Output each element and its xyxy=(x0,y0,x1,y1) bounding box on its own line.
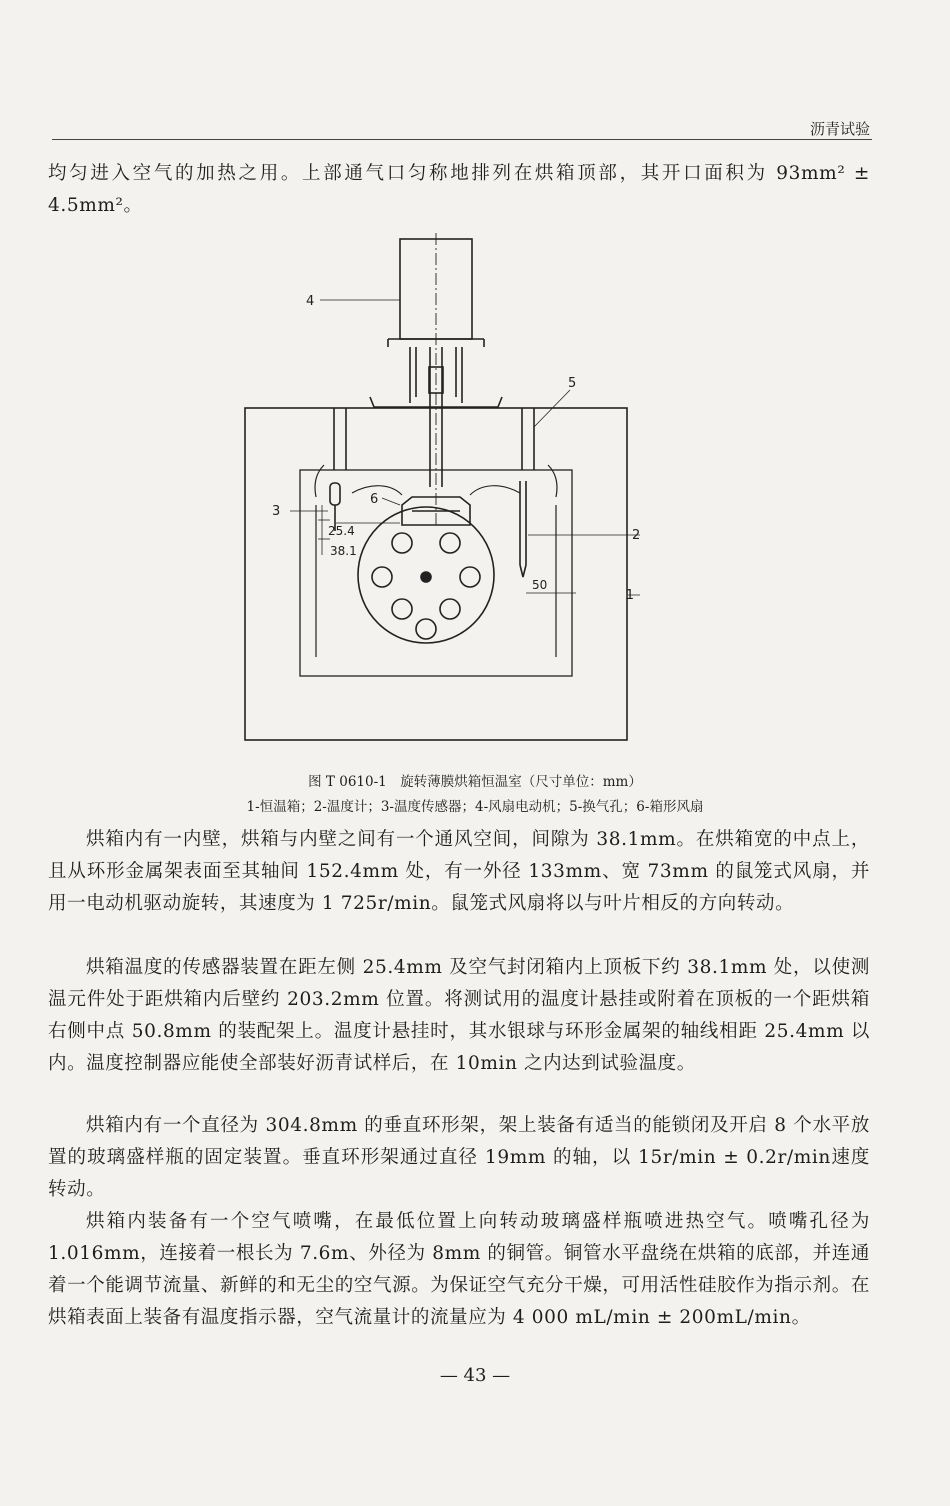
body-paragraph-2: 烘箱温度的传感器装置在距左侧 25.4mm 及空气封闭箱内上顶板下约 38.1mm 处，以使测温元件处于距烘箱内后壁约 203.2mm 位置。将测试用的温度计悬挂或附着在顶板的一个距烘箱右侧中点 50.8mm 的装配架上。温度计悬挂时，其水银球与环形金属架的轴线相距 25.4mm 以内。温度控制器应能使全部装好沥青试样后，在 10min 之内达到试验温度。 xyxy=(48,957,870,1074)
figure-caption-title: 图 T 0610-1 旋转薄膜烘箱恒温室（尺寸单位：mm） xyxy=(308,774,642,790)
label-4: 4 xyxy=(306,294,315,309)
label-1: 1 xyxy=(625,588,634,603)
body-paragraph-3: 烘箱内有一个直径为 304.8mm 的垂直环形架，架上装备有适当的能锁闭及开启 8 个水平放置的玻璃盛样瓶的固定装置。垂直环形架通过直径 19mm 的轴，以 15r/min ± 0.2r/min速度转动。 xyxy=(48,1115,870,1200)
dim-25-4: 25.4 xyxy=(328,524,355,538)
dim-50: 50 xyxy=(532,578,548,592)
figure-caption-legend: 1-恒温箱；2-温度计；3-温度传感器；4-风扇电动机；5-换气孔；6-箱形风扇 xyxy=(246,799,704,815)
label-3: 3 xyxy=(272,504,281,519)
intro-paragraph: 均匀进入空气的加热之用。上部通气口匀称地排列在烘箱顶部，其开口面积为 93mm² ± 4.5mm²。 xyxy=(48,163,870,216)
header-rule xyxy=(52,139,872,140)
body-paragraph-1: 烘箱内有一内壁，烘箱与内壁之间有一个通风空间，间隙为 38.1mm。在烘箱宽的中点上，且从环形金属架表面至其轴间 152.4mm 处，有一外径 133mm、宽 73mm 的鼠笼式风扇，并用一电动机驱动旋转，其速度为 1 725r/min。鼠笼式风扇将以与叶片相反的方向转动。 xyxy=(48,829,870,914)
page-number: — 43 — xyxy=(439,1365,511,1386)
section-header: 沥青试验 xyxy=(809,120,870,138)
body-paragraph-4: 烘箱内装备有一个空气喷嘴，在最低位置上向转动玻璃盛样瓶喷进热空气。喷嘴孔径为 1.016mm，连接着一根长为 7.6m、外径为 8mm 的铜管。铜管水平盘绕在烘箱的底部，并连通着一个能调节流量、新鲜的和无尘的空气源。为保证空气充分干燥，可用活性硅胶作为指示剂。在烘箱表面上装备有温度指示器，空气流量计的流量应为 4 000 mL/min ± 200mL/min。 xyxy=(48,1211,870,1328)
dim-38-1: 38.1 xyxy=(330,544,357,558)
label-6: 6 xyxy=(370,492,379,507)
oven-diagram xyxy=(230,225,640,755)
label-2: 2 xyxy=(632,528,640,543)
label-5: 5 xyxy=(568,376,577,391)
